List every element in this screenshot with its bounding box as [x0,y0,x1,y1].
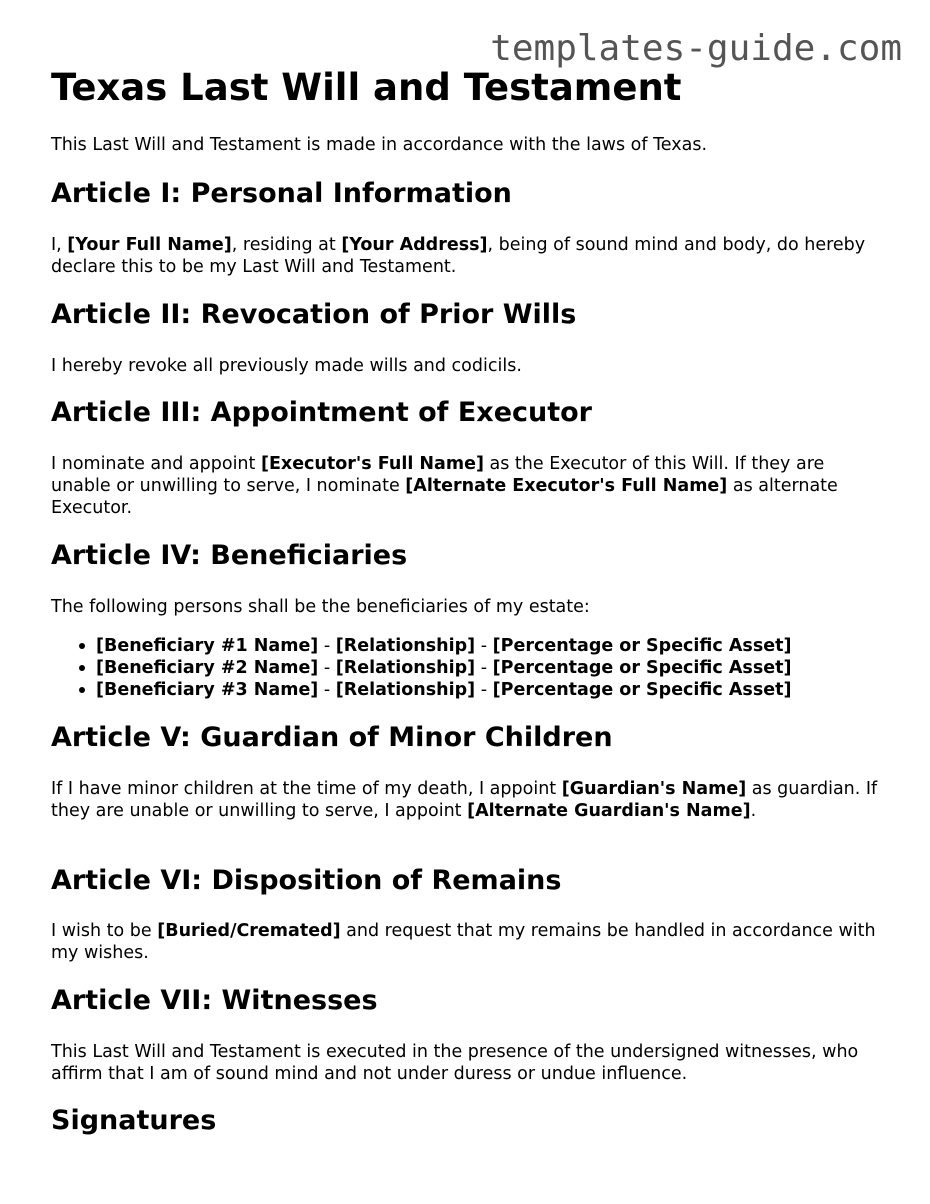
beneficiary-1-name: [Beneficiary #1 Name] [96,636,319,656]
article-6-text-1: I wish to be [51,921,158,941]
signatures-heading: Signatures [51,1105,217,1136]
article-1-text-3: , being of sound mind and body, do hereby declare this to be my Last Will and Testament. [51,235,866,277]
your-address-placeholder: [Your Address] [341,235,488,255]
article-7-paragraph: This Last Will and Testament is executed in the presence of the undersigned witnesses, who affirm that I am of sound mind and not under duress or undue influence. [51,1042,859,1084]
article-5-text-2: as guardian. If they are unable or unwilling to serve, I appoint [51,779,878,821]
article-3-text-3: as alternate Executor. [51,476,838,518]
article-6-heading: Article VI: Disposition of Remains [51,865,562,896]
beneficiary-2-name: [Beneficiary #2 Name] [96,658,319,678]
article-5-text-3: . [750,801,757,821]
beneficiary-3-name: [Beneficiary #3 Name] [96,680,319,700]
executor-name-placeholder: [Executor's Full Name] [260,454,484,474]
separator: - [318,636,336,656]
guardian-name-placeholder: [Guardian's Name] [561,779,747,799]
list-item [96,679,791,701]
article-2-heading: Article II: Revocation of Prior Wills [51,299,577,330]
article-3-text-2: as the Executor of this Will. If they are unable or unwilling to serve, I nominate [51,454,825,496]
article-6-paragraph [51,920,881,964]
article-1-heading: Article I: Personal Information [51,178,512,209]
your-full-name-placeholder: [Your Full Name] [67,235,232,255]
alternate-executor-name-placeholder: [Alternate Executor's Full Name] [405,476,728,496]
disposition-placeholder: [Buried/Cremated] [157,921,341,941]
document-title: Texas Last Will and Testament [51,66,682,109]
article-6-text-2: and request that my remains be handled in accordance with my wishes. [51,921,876,963]
separator: - [475,636,493,656]
alternate-guardian-name-placeholder: [Alternate Guardian's Name] [467,801,751,821]
article-5-heading: Article V: Guardian of Minor Children [51,722,613,753]
article-5-text-1: If I have minor children at the time of my death, I appoint [51,779,562,799]
article-1-text-2: , residing at [231,235,342,255]
article-3-paragraph [51,453,881,519]
separator: - [475,658,493,678]
article-3-heading: Article III: Appointment of Executor [51,397,593,428]
article-5-paragraph [51,778,881,822]
intro-paragraph: This Last Will and Testament is made in accordance with the laws of Texas. [51,135,708,155]
beneficiary-3-asset: [Percentage or Specific Asset] [492,680,792,700]
beneficiary-1-relationship: [Relationship] [335,636,476,656]
separator: - [318,680,336,700]
site-watermark: templates-guide.com [490,28,902,69]
article-3-text-1: I nominate and appoint [51,454,261,474]
article-1-paragraph [51,234,881,278]
beneficiary-2-relationship: [Relationship] [335,658,476,678]
separator: - [475,680,493,700]
article-4-heading: Article IV: Beneficiaries [51,540,408,571]
list-item [96,657,791,679]
article-2-paragraph: I hereby revoke all previously made wills and codicils. [51,356,522,376]
separator: - [318,658,336,678]
article-7-heading: Article VII: Witnesses [51,985,378,1016]
beneficiary-1-asset: [Percentage or Specific Asset] [492,636,792,656]
beneficiary-3-relationship: [Relationship] [335,680,476,700]
list-item [96,635,791,657]
beneficiaries-list [51,635,791,701]
article-1-text-1: I, [51,235,68,255]
beneficiary-2-asset: [Percentage or Specific Asset] [492,658,792,678]
article-4-intro: The following persons shall be the beneficiaries of my estate: [51,597,590,617]
